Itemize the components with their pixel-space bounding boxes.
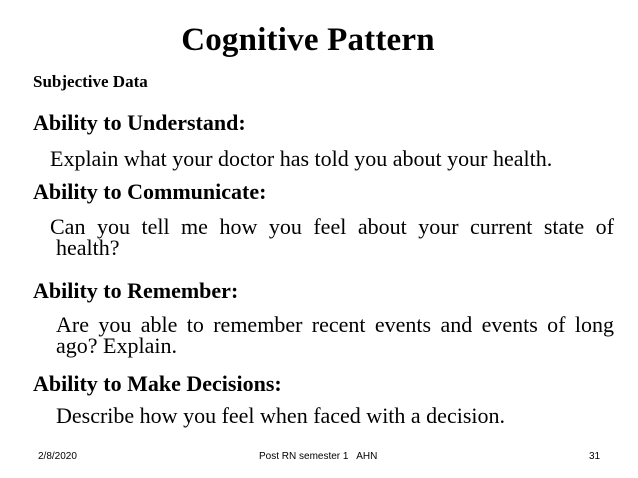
section-heading-understand: Ability to Understand: <box>33 110 246 135</box>
section-heading-remember: Ability to Remember: <box>33 278 239 303</box>
footer-page-number: 31 <box>589 451 601 462</box>
footer-date: 2/8/2020 <box>38 451 77 462</box>
slide-title: Cognitive Pattern <box>181 22 435 58</box>
section-heading-communicate: Ability to Communicate: <box>33 179 267 204</box>
slide-subtitle: Subjective Data <box>33 72 148 91</box>
footer-center-text: Post RN semester 1 AHN <box>259 451 378 462</box>
section-text-decisions: Describe how you feel when faced with a decision. <box>56 403 506 428</box>
section-heading-decisions: Ability to Make Decisions: <box>33 371 282 396</box>
section-text-understand: Explain what your doctor has told you about your health. <box>50 146 553 171</box>
section-text-communicate <box>50 216 614 258</box>
section-text-remember: Are you able to remember recent events and events of long ago? Explain. <box>56 312 614 358</box>
section-text-communicate-content: Can you tell me how you feel about your current state of health? <box>50 214 614 260</box>
